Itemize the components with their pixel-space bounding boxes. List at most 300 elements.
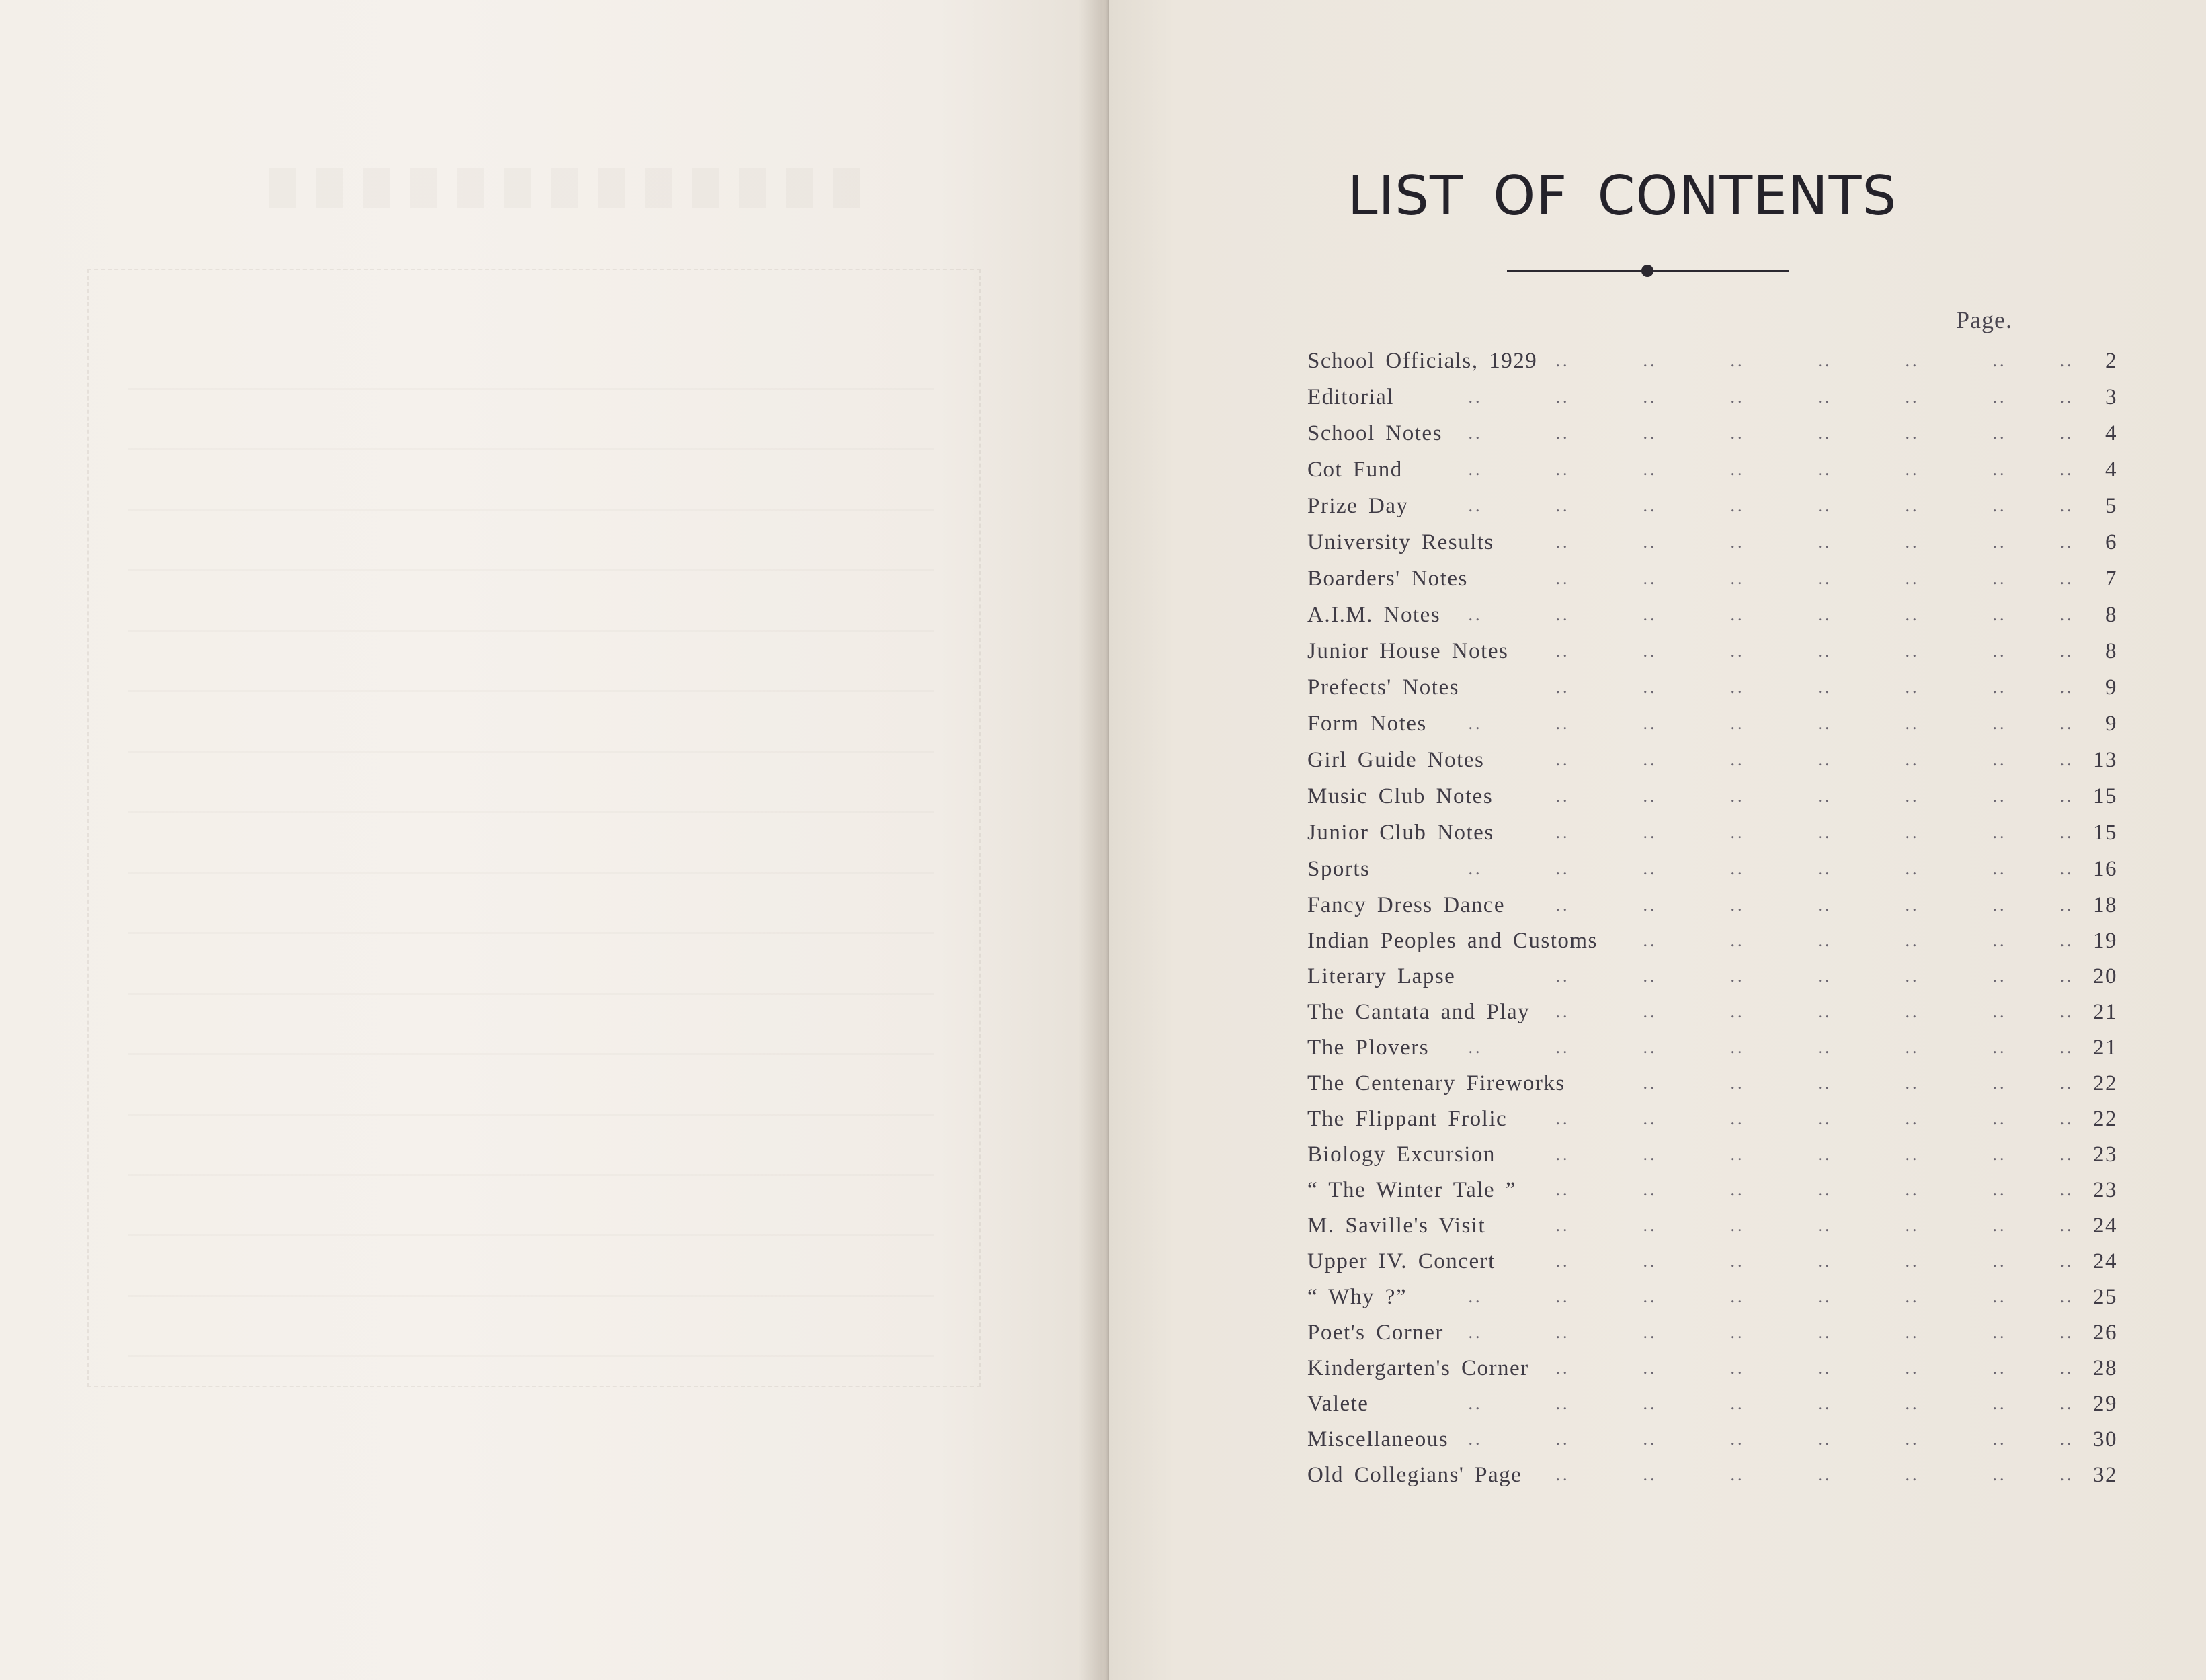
contents-entry bbox=[1307, 1101, 2117, 1136]
leader-dots: .. bbox=[2059, 423, 2074, 443]
leader-dots: .. bbox=[1730, 641, 1745, 661]
leader-dots: .. bbox=[1817, 786, 1832, 806]
entry-page-number: 23 bbox=[2093, 1142, 2117, 1167]
entry-page-number: 21 bbox=[2093, 1036, 2117, 1060]
leader-dots: .. bbox=[1905, 1251, 1920, 1271]
leader-dots: .. bbox=[1643, 1109, 1658, 1128]
leader-dots: .. bbox=[1992, 786, 2007, 806]
leader-dots: .. bbox=[2059, 1180, 2074, 1200]
leader-dots: .. bbox=[1643, 1358, 1658, 1378]
leader-dots: .. bbox=[1992, 532, 2007, 552]
leader-dots: .. bbox=[1992, 750, 2007, 769]
leader-dots: .. bbox=[1992, 460, 2007, 479]
leader-dots: .. bbox=[1555, 605, 1570, 624]
contents-entry bbox=[1307, 923, 2117, 958]
leader-dots: .. bbox=[1992, 1358, 2007, 1378]
leader-dots: .. bbox=[1643, 569, 1658, 588]
leader-dots: .. bbox=[1730, 786, 1745, 806]
leader-dots: .. bbox=[1555, 750, 1570, 769]
leader-dots: .. bbox=[1905, 532, 1920, 552]
entry-page-number: 28 bbox=[2093, 1356, 2117, 1380]
dot-leaders bbox=[1307, 851, 2074, 887]
dot-leaders bbox=[1307, 452, 2074, 488]
leader-dots: .. bbox=[1905, 569, 1920, 588]
leader-dots: .. bbox=[1905, 786, 1920, 806]
leader-dots: .. bbox=[1468, 496, 1483, 515]
entry-page-number: 9 bbox=[2105, 712, 2117, 736]
contents-entry bbox=[1307, 415, 2117, 452]
leader-dots: .. bbox=[1730, 532, 1745, 552]
leader-dots: .. bbox=[1730, 1002, 1745, 1021]
entry-title: Prefects' Notes bbox=[1307, 675, 1459, 700]
leader-dots: .. bbox=[1730, 387, 1745, 407]
entry-page-number: 24 bbox=[2093, 1249, 2117, 1273]
leader-dots: .. bbox=[1817, 351, 1832, 370]
leader-dots: .. bbox=[1905, 966, 1920, 986]
leader-dots: .. bbox=[1730, 605, 1745, 624]
entry-title: Editorial bbox=[1307, 385, 1394, 409]
leader-dots: .. bbox=[1817, 1180, 1832, 1200]
contents-entry bbox=[1307, 669, 2117, 706]
leader-dots: .. bbox=[2059, 605, 2074, 624]
entry-title: The Plovers bbox=[1307, 1036, 1430, 1060]
contents-entry bbox=[1307, 1172, 2117, 1208]
leader-dots: .. bbox=[1905, 823, 1920, 842]
leader-dots: .. bbox=[1555, 641, 1570, 661]
leader-dots: .. bbox=[2059, 750, 2074, 769]
page-title: LIST OF CONTENTS bbox=[1348, 165, 1897, 227]
leader-dots: .. bbox=[2059, 1465, 2074, 1484]
leader-dots: .. bbox=[1643, 1038, 1658, 1057]
leader-dots: .. bbox=[1905, 1322, 1920, 1342]
entry-title: Valete bbox=[1307, 1392, 1369, 1416]
leader-dots: .. bbox=[1730, 1216, 1745, 1235]
leader-dots: .. bbox=[1817, 1251, 1832, 1271]
contents-entry bbox=[1307, 1457, 2117, 1493]
leader-dots: .. bbox=[1992, 823, 2007, 842]
leader-dots: .. bbox=[1555, 1144, 1570, 1164]
leader-dots: .. bbox=[1992, 1038, 2007, 1057]
leader-dots: .. bbox=[1468, 1394, 1483, 1413]
dot-leaders bbox=[1307, 1279, 2074, 1315]
leader-dots: .. bbox=[1817, 714, 1832, 733]
leader-dots: .. bbox=[1992, 859, 2007, 878]
leader-dots: .. bbox=[1905, 1358, 1920, 1378]
contents-entry bbox=[1307, 1136, 2117, 1172]
entry-title: Literary Lapse bbox=[1307, 964, 1456, 989]
leader-dots: .. bbox=[1643, 677, 1658, 697]
leader-dots: .. bbox=[1730, 496, 1745, 515]
leader-dots: .. bbox=[1643, 823, 1658, 842]
leader-dots: .. bbox=[1992, 1251, 2007, 1271]
leader-dots: .. bbox=[1992, 1216, 2007, 1235]
leader-dots: .. bbox=[1730, 1180, 1745, 1200]
leader-dots: .. bbox=[2059, 1394, 2074, 1413]
contents-entry bbox=[1307, 742, 2117, 778]
entry-page-number: 23 bbox=[2093, 1178, 2117, 1202]
leader-dots: .. bbox=[2059, 1322, 2074, 1342]
entry-page-number: 29 bbox=[2093, 1392, 2117, 1416]
leader-dots: .. bbox=[1992, 1465, 2007, 1484]
leader-dots: .. bbox=[1905, 1144, 1920, 1164]
leader-dots: .. bbox=[1730, 714, 1745, 733]
leader-dots: .. bbox=[1817, 677, 1832, 697]
entry-page-number: 8 bbox=[2105, 639, 2117, 663]
leader-dots: .. bbox=[1730, 1429, 1745, 1449]
entry-title: Junior Club Notes bbox=[1307, 821, 1494, 845]
leader-dots: .. bbox=[2059, 532, 2074, 552]
leader-dots: .. bbox=[1905, 714, 1920, 733]
entry-title: Girl Guide Notes bbox=[1307, 748, 1485, 772]
leader-dots: .. bbox=[1905, 750, 1920, 769]
leader-dots: .. bbox=[1905, 641, 1920, 661]
leader-dots: .. bbox=[2059, 387, 2074, 407]
leader-dots: .. bbox=[1555, 569, 1570, 588]
contents-entry bbox=[1307, 597, 2117, 633]
leader-dots: .. bbox=[1817, 460, 1832, 479]
leader-dots: .. bbox=[1992, 931, 2007, 950]
leader-dots: .. bbox=[1905, 351, 1920, 370]
entry-page-number: 22 bbox=[2093, 1071, 2117, 1095]
entry-page-number: 9 bbox=[2105, 675, 2117, 700]
leader-dots: .. bbox=[1992, 714, 2007, 733]
entry-title: Miscellaneous bbox=[1307, 1427, 1449, 1452]
entry-page-number: 25 bbox=[2093, 1285, 2117, 1309]
leader-dots: .. bbox=[1730, 931, 1745, 950]
leader-dots: .. bbox=[1905, 605, 1920, 624]
leader-dots: .. bbox=[1905, 1465, 1920, 1484]
leader-dots: .. bbox=[2059, 966, 2074, 986]
leader-dots: .. bbox=[1555, 895, 1570, 915]
entry-title: Biology Excursion bbox=[1307, 1142, 1496, 1167]
entry-title: Form Notes bbox=[1307, 712, 1427, 736]
contents-entry bbox=[1307, 1208, 2117, 1243]
entry-title: Sports bbox=[1307, 857, 1371, 881]
leader-dots: .. bbox=[2059, 460, 2074, 479]
leader-dots: .. bbox=[1817, 1429, 1832, 1449]
leader-dots: .. bbox=[1992, 423, 2007, 443]
leader-dots: .. bbox=[2059, 1358, 2074, 1378]
entry-page-number: 2 bbox=[2105, 349, 2117, 373]
entry-page-number: 18 bbox=[2093, 893, 2117, 917]
leader-dots: .. bbox=[1817, 532, 1832, 552]
entry-page-number: 8 bbox=[2105, 603, 2117, 627]
leader-dots: .. bbox=[1730, 1109, 1745, 1128]
leader-dots: .. bbox=[1555, 1038, 1570, 1057]
entry-title: Fancy Dress Dance bbox=[1307, 893, 1506, 917]
leader-dots: .. bbox=[1817, 1109, 1832, 1128]
leader-dots: .. bbox=[2059, 677, 2074, 697]
leader-dots: .. bbox=[1817, 823, 1832, 842]
leader-dots: .. bbox=[1817, 1073, 1832, 1093]
entry-page-number: 22 bbox=[2093, 1107, 2117, 1131]
leader-dots: .. bbox=[1643, 1216, 1658, 1235]
leader-dots: .. bbox=[1555, 496, 1570, 515]
leader-dots: .. bbox=[1817, 859, 1832, 878]
leader-dots: .. bbox=[1468, 859, 1483, 878]
leader-dots: .. bbox=[1992, 1287, 2007, 1306]
ornament-dot bbox=[1641, 265, 1653, 277]
leader-dots: .. bbox=[1643, 1251, 1658, 1271]
entry-page-number: 13 bbox=[2093, 748, 2117, 772]
leader-dots: .. bbox=[2059, 859, 2074, 878]
leader-dots: .. bbox=[1555, 423, 1570, 443]
dot-leaders bbox=[1307, 488, 2074, 524]
leader-dots: .. bbox=[1730, 895, 1745, 915]
leader-dots: .. bbox=[1468, 1038, 1483, 1057]
leader-dots: .. bbox=[1992, 895, 2007, 915]
page-column-label: Page. bbox=[1956, 306, 2012, 333]
leader-dots: .. bbox=[1643, 966, 1658, 986]
contents-entry bbox=[1307, 1350, 2117, 1386]
leader-dots: .. bbox=[1555, 351, 1570, 370]
leader-dots: .. bbox=[2059, 1287, 2074, 1306]
leader-dots: .. bbox=[1555, 859, 1570, 878]
entry-page-number: 15 bbox=[2093, 821, 2117, 845]
leader-dots: .. bbox=[1555, 1216, 1570, 1235]
entry-title: Music Club Notes bbox=[1307, 784, 1494, 808]
leader-dots: .. bbox=[1555, 1465, 1570, 1484]
leader-dots: .. bbox=[1555, 1002, 1570, 1021]
leader-dots: .. bbox=[1555, 532, 1570, 552]
contents-entry bbox=[1307, 379, 2117, 415]
leader-dots: .. bbox=[2059, 1109, 2074, 1128]
entry-page-number: 24 bbox=[2093, 1214, 2117, 1238]
leader-dots: .. bbox=[1905, 1002, 1920, 1021]
bleed-through-text bbox=[128, 336, 934, 1357]
leader-dots: .. bbox=[1730, 1038, 1745, 1057]
leader-dots: .. bbox=[1643, 786, 1658, 806]
leader-dots: .. bbox=[1730, 750, 1745, 769]
contents-entry bbox=[1307, 1421, 2117, 1457]
leader-dots: .. bbox=[1817, 895, 1832, 915]
leader-dots: .. bbox=[1730, 1358, 1745, 1378]
leader-dots: .. bbox=[1468, 605, 1483, 624]
leader-dots: .. bbox=[1817, 605, 1832, 624]
leader-dots: .. bbox=[1555, 1429, 1570, 1449]
contents-entry bbox=[1307, 778, 2117, 814]
leader-dots: .. bbox=[1468, 1322, 1483, 1342]
entry-title: Upper IV. Concert bbox=[1307, 1249, 1496, 1273]
contents-entry bbox=[1307, 633, 2117, 669]
leader-dots: .. bbox=[1555, 387, 1570, 407]
entry-page-number: 15 bbox=[2093, 784, 2117, 808]
entry-page-number: 7 bbox=[2105, 566, 2117, 591]
leader-dots: .. bbox=[1817, 1287, 1832, 1306]
entry-page-number: 30 bbox=[2093, 1427, 2117, 1452]
leader-dots: .. bbox=[1905, 677, 1920, 697]
leader-dots: .. bbox=[1992, 605, 2007, 624]
leader-dots: .. bbox=[2059, 1038, 2074, 1057]
dot-leaders bbox=[1307, 1386, 2074, 1422]
contents-entry bbox=[1307, 1279, 2117, 1314]
contents-entry bbox=[1307, 524, 2117, 560]
leader-dots: .. bbox=[2059, 714, 2074, 733]
leader-dots: .. bbox=[2059, 895, 2074, 915]
leader-dots: .. bbox=[1468, 387, 1483, 407]
title-ornament bbox=[1507, 263, 1789, 277]
leader-dots: .. bbox=[1817, 1144, 1832, 1164]
leader-dots: .. bbox=[1817, 1322, 1832, 1342]
leader-dots: .. bbox=[1905, 1038, 1920, 1057]
leader-dots: .. bbox=[1730, 423, 1745, 443]
leader-dots: .. bbox=[1730, 1394, 1745, 1413]
leader-dots: .. bbox=[1730, 1322, 1745, 1342]
leader-dots: .. bbox=[2059, 786, 2074, 806]
contents-entry bbox=[1307, 706, 2117, 742]
leader-dots: .. bbox=[1730, 1251, 1745, 1271]
leader-dots: .. bbox=[1905, 1429, 1920, 1449]
leader-dots: .. bbox=[1992, 1394, 2007, 1413]
leader-dots: .. bbox=[1817, 750, 1832, 769]
leader-dots: .. bbox=[1643, 423, 1658, 443]
entry-title: Prize Day bbox=[1307, 494, 1409, 518]
entry-page-number: 5 bbox=[2105, 494, 2117, 518]
leader-dots: .. bbox=[1992, 1429, 2007, 1449]
contents-entry bbox=[1307, 994, 2117, 1030]
leader-dots: .. bbox=[1468, 423, 1483, 443]
leader-dots: .. bbox=[1468, 460, 1483, 479]
leader-dots: .. bbox=[1555, 1394, 1570, 1413]
leader-dots: .. bbox=[1643, 750, 1658, 769]
contents-entry bbox=[1307, 488, 2117, 524]
entry-page-number: 4 bbox=[2105, 421, 2117, 446]
leader-dots: .. bbox=[1643, 1394, 1658, 1413]
entry-page-number: 4 bbox=[2105, 458, 2117, 482]
leader-dots: .. bbox=[1643, 641, 1658, 661]
leader-dots: .. bbox=[1643, 1073, 1658, 1093]
entry-title: Cot Fund bbox=[1307, 458, 1403, 482]
entry-title: The Cantata and Play bbox=[1307, 1000, 1530, 1024]
leader-dots: .. bbox=[1730, 677, 1745, 697]
leader-dots: .. bbox=[1643, 1144, 1658, 1164]
contents-entry bbox=[1307, 343, 2117, 379]
leader-dots: .. bbox=[1643, 895, 1658, 915]
leader-dots: .. bbox=[1730, 1073, 1745, 1093]
leader-dots: .. bbox=[1730, 966, 1745, 986]
entry-title: Junior House Notes bbox=[1307, 639, 1509, 663]
contents-list bbox=[1307, 343, 2117, 1493]
entry-page-number: 20 bbox=[2093, 964, 2117, 989]
leader-dots: .. bbox=[2059, 1216, 2074, 1235]
leader-dots: .. bbox=[1817, 423, 1832, 443]
leader-dots: .. bbox=[1555, 460, 1570, 479]
leader-dots: .. bbox=[1730, 859, 1745, 878]
leader-dots: .. bbox=[1555, 1287, 1570, 1306]
entry-title: University Results bbox=[1307, 530, 1494, 554]
leader-dots: .. bbox=[1817, 1465, 1832, 1484]
leader-dots: .. bbox=[1730, 823, 1745, 842]
entry-title: The Centenary Fireworks bbox=[1307, 1071, 1565, 1095]
entry-page-number: 32 bbox=[2093, 1463, 2117, 1487]
contents-entry bbox=[1307, 560, 2117, 597]
leader-dots: .. bbox=[1992, 387, 2007, 407]
leader-dots: .. bbox=[1817, 931, 1832, 950]
leader-dots: .. bbox=[1992, 496, 2007, 515]
leader-dots: .. bbox=[2059, 1002, 2074, 1021]
leader-dots: .. bbox=[1643, 387, 1658, 407]
leader-dots: .. bbox=[1643, 714, 1658, 733]
leader-dots: .. bbox=[1555, 786, 1570, 806]
contents-entry bbox=[1307, 1065, 2117, 1101]
leader-dots: .. bbox=[1730, 569, 1745, 588]
leader-dots: .. bbox=[1992, 1180, 2007, 1200]
entry-title: “ Why ?” bbox=[1307, 1285, 1407, 1309]
leader-dots: .. bbox=[1643, 931, 1658, 950]
entry-title: A.I.M. Notes bbox=[1307, 603, 1441, 627]
leader-dots: .. bbox=[1905, 1394, 1920, 1413]
entry-title: Old Collegians' Page bbox=[1307, 1463, 1522, 1487]
leader-dots: .. bbox=[1643, 532, 1658, 552]
leader-dots: .. bbox=[1643, 351, 1658, 370]
leader-dots: .. bbox=[1992, 351, 2007, 370]
leader-dots: .. bbox=[1992, 1322, 2007, 1342]
leader-dots: .. bbox=[2059, 1073, 2074, 1093]
leader-dots: .. bbox=[1905, 1109, 1920, 1128]
leader-dots: .. bbox=[1555, 1180, 1570, 1200]
contents-entry bbox=[1307, 1314, 2117, 1350]
entry-title: Indian Peoples and Customs bbox=[1307, 929, 1598, 953]
leader-dots: .. bbox=[1817, 1394, 1832, 1413]
leader-dots: .. bbox=[1817, 966, 1832, 986]
left-page-blank bbox=[0, 0, 1102, 1680]
entry-title: School Officials, 1929 bbox=[1307, 349, 1538, 373]
leader-dots: .. bbox=[1992, 1073, 2007, 1093]
leader-dots: .. bbox=[1905, 1216, 1920, 1235]
leader-dots: .. bbox=[1555, 1251, 1570, 1271]
leader-dots: .. bbox=[1643, 1429, 1658, 1449]
leader-dots: .. bbox=[1817, 569, 1832, 588]
leader-dots: .. bbox=[1555, 823, 1570, 842]
entry-title: Kindergarten's Corner bbox=[1307, 1356, 1529, 1380]
leader-dots: .. bbox=[1730, 1144, 1745, 1164]
entry-title: Boarders' Notes bbox=[1307, 566, 1468, 591]
entry-title: “ The Winter Tale ” bbox=[1307, 1178, 1516, 1202]
leader-dots: .. bbox=[1643, 859, 1658, 878]
entry-page-number: 21 bbox=[2093, 1000, 2117, 1024]
leader-dots: .. bbox=[2059, 1251, 2074, 1271]
leader-dots: .. bbox=[1905, 423, 1920, 443]
leader-dots: .. bbox=[1817, 1038, 1832, 1057]
entry-title: The Flippant Frolic bbox=[1307, 1107, 1508, 1131]
contents-entry bbox=[1307, 814, 2117, 851]
dot-leaders bbox=[1307, 379, 2074, 415]
leader-dots: .. bbox=[1992, 677, 2007, 697]
leader-dots: .. bbox=[2059, 931, 2074, 950]
leader-dots: .. bbox=[1643, 496, 1658, 515]
leader-dots: .. bbox=[1643, 1002, 1658, 1021]
leader-dots: .. bbox=[1905, 931, 1920, 950]
contents-entry bbox=[1307, 958, 2117, 994]
leader-dots: .. bbox=[2059, 569, 2074, 588]
leader-dots: .. bbox=[1643, 1180, 1658, 1200]
leader-dots: .. bbox=[1817, 1216, 1832, 1235]
leader-dots: .. bbox=[1643, 605, 1658, 624]
leader-dots: .. bbox=[1555, 714, 1570, 733]
leader-dots: .. bbox=[1992, 1002, 2007, 1021]
contents-entry bbox=[1307, 1386, 2117, 1421]
leader-dots: .. bbox=[1992, 1144, 2007, 1164]
leader-dots: .. bbox=[1905, 387, 1920, 407]
entry-title: Poet's Corner bbox=[1307, 1320, 1444, 1345]
entry-title: School Notes bbox=[1307, 421, 1442, 446]
leader-dots: .. bbox=[1817, 1002, 1832, 1021]
leader-dots: .. bbox=[1905, 496, 1920, 515]
leader-dots: .. bbox=[1905, 1180, 1920, 1200]
leader-dots: .. bbox=[1905, 460, 1920, 479]
leader-dots: .. bbox=[1468, 714, 1483, 733]
leader-dots: .. bbox=[1992, 569, 2007, 588]
